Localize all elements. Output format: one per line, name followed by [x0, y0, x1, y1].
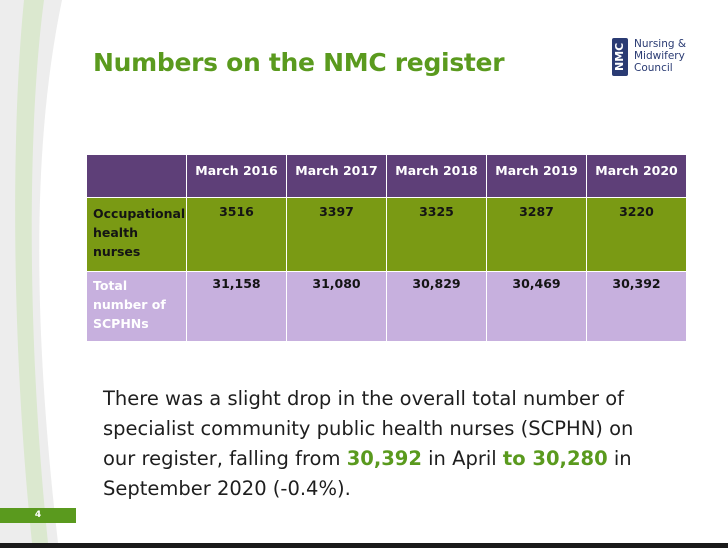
table-row	[87, 272, 687, 342]
table-row	[87, 198, 687, 272]
logo-line-2: Midwifery	[634, 50, 685, 62]
logo-line-3: Council	[634, 62, 673, 74]
table-cell: 3220	[587, 198, 687, 272]
header-cell-empty	[87, 155, 187, 198]
slide-title: Numbers on the NMC register	[93, 48, 505, 77]
header-march-2019: March 2019	[487, 155, 587, 198]
table-cell: 30,469	[487, 272, 587, 342]
summary-text	[103, 384, 663, 504]
nmc-logo	[612, 38, 712, 78]
header-march-2017: March 2017	[287, 155, 387, 198]
table-cell: 3287	[487, 198, 587, 272]
table-cell: 31,080	[287, 272, 387, 342]
summary-value-to: to 30,280	[502, 447, 608, 470]
page-number-bar	[0, 508, 76, 523]
header-march-2016: March 2016	[187, 155, 287, 198]
header-march-2020: March 2020	[587, 155, 687, 198]
table-cell: 30,829	[387, 272, 487, 342]
row-label-total-scphns: Total number of SCPHNs	[87, 272, 187, 342]
header-march-2018: March 2018	[387, 155, 487, 198]
table-cell: 31,158	[187, 272, 287, 342]
nmc-logo-text	[634, 38, 686, 74]
table-header-row	[87, 155, 687, 198]
table-cell: 3325	[387, 198, 487, 272]
table-cell: 30,392	[587, 272, 687, 342]
page-number: 4	[34, 510, 42, 520]
summary-value-from: 30,392	[346, 447, 422, 470]
row-label-occupational-health-nurses: Occupational health nurses	[87, 198, 187, 272]
nmc-logo-mark-text: NMC	[613, 42, 626, 72]
register-table	[86, 154, 687, 342]
logo-line-1: Nursing &	[634, 38, 687, 50]
summary-part-3: in September 2020 (-0.4%).	[103, 447, 632, 500]
nmc-logo-mark	[612, 38, 628, 76]
table-cell: 3516	[187, 198, 287, 272]
table-cell: 3397	[287, 198, 387, 272]
summary-part-2: in April	[421, 447, 503, 470]
summary-part-1: There was a slight drop in the overall total number of specialist community public health nurses (SCPHN) on our register, falling from	[103, 387, 634, 470]
